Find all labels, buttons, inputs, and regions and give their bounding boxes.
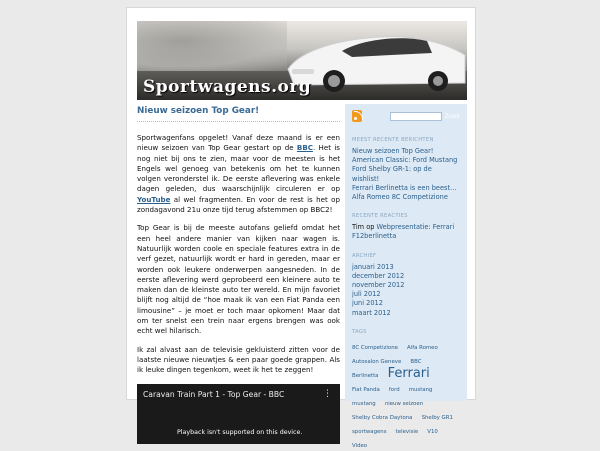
post-paragraph: Sportwagenfans opgelet! Vanaf deze maand is er een nieuw seizoen van Top Gear gestart op de BBC. Het is nog niet bij ons te zien, maar voor de meesten is het Engels wel genoeg van betekenis om het te kunnen volgen veronderstel ik. De eerste aflevering was enkele dagen geleden, dus waarschijnlijk circuleren er op YouTube al wel fragmenten. En voor de rest is het op zondagavond 21u onze tijd terug afstemmen op BBC2!: [137, 133, 341, 215]
tag[interactable]: Video: [352, 442, 368, 449]
bbc-link[interactable]: BBC: [296, 143, 313, 153]
recent-posts-widget: [352, 137, 460, 202]
search-input[interactable]: [390, 112, 442, 121]
tags-heading: TAGS: [352, 328, 367, 335]
youtube-link[interactable]: YouTube: [137, 194, 171, 204]
tag[interactable]: mustang: [408, 386, 433, 393]
more-icon[interactable]: ⋮: [323, 388, 332, 399]
comment-author: Tim: [352, 223, 365, 232]
tag[interactable]: Shelby Cobra Daytona: [352, 414, 413, 421]
tag[interactable]: sportwagens: [352, 428, 387, 435]
tag[interactable]: Fiat Panda: [352, 386, 380, 393]
tag[interactable]: Shelby GR1: [421, 414, 453, 421]
list-item[interactable]: Ford Shelby GR-1: op de wishlist!: [352, 165, 432, 183]
post-body: [137, 133, 340, 376]
list-item[interactable]: juni 2012: [352, 299, 383, 308]
search-bar: [352, 110, 460, 122]
post-paragraph: Top Gear is bij de meeste autofans geliefd omdat het een heel andere manier van kijken naar wagen is. Natuurlijk worden coole en speciale features extra in de verf gezet, natuurlijk wordt er hard in gereden, maar er worden ook leukere onderwerpen aangesneden. In de eerste aflevering werd geprobeerd een kleinere auto te maken dan de kleinste auto ter wereld. En mijn favoriet blijft nog altijd de “hoe maak ik van een Fiat Panda een limousine” – je moet er toch maar opkomen! Maar dat om ter snelst een trein naar ergens brengen was ook echt wel hilarisch.: [137, 223, 340, 336]
list-item[interactable]: januari 2013: [352, 262, 394, 271]
video-embed[interactable]: [137, 384, 340, 444]
tag[interactable]: Autosalon Geneve: [352, 358, 402, 365]
tag[interactable]: nieuw seizoen: [384, 400, 424, 407]
tag[interactable]: Ferrari: [387, 365, 430, 381]
tag-cloud: [352, 339, 460, 451]
list-item[interactable]: Alfa Romeo 8C Competizione: [352, 193, 448, 202]
tag[interactable]: Alfa Romeo: [407, 344, 438, 351]
list-item[interactable]: december 2012: [352, 271, 405, 280]
tag[interactable]: televisie: [395, 428, 419, 435]
list-item[interactable]: Nieuw seizoen Top Gear!: [352, 147, 434, 155]
list-item[interactable]: november 2012: [352, 281, 405, 290]
list-item[interactable]: maart 2012: [352, 308, 391, 317]
recent-posts-list: [352, 147, 460, 202]
archive-list: [352, 263, 460, 318]
page-container: [126, 7, 476, 449]
video-message: Playback isn't supported on this device.: [177, 428, 303, 436]
sidebar: [345, 104, 467, 449]
recent-posts-heading: MEEST RECENTE BERICHTEN: [352, 137, 434, 143]
tag[interactable]: Berlinetta: [352, 372, 379, 379]
comment-item: Tim op Webpresentatie: Ferrari F12berlinetta: [352, 223, 455, 241]
main-content: [137, 106, 340, 444]
tag[interactable]: mustang: [352, 400, 376, 407]
recent-comments-heading: RECENTE REACTIES: [352, 213, 408, 220]
site-header: [137, 21, 467, 100]
list-item[interactable]: juli 2012: [352, 290, 381, 299]
tag[interactable]: BBC: [410, 358, 422, 365]
list-item[interactable]: Ferrari Berlinetta is een beest…: [352, 183, 457, 192]
post-title[interactable]: Nieuw seizoen Top Gear!: [137, 106, 340, 122]
archive-widget: [352, 253, 460, 318]
tag[interactable]: ford: [388, 386, 400, 393]
tags-widget: [352, 329, 460, 451]
post-paragraph: Ik zal alvast aan de televisie gekluisterd zitten voor de laatste nieuwe nieuwtjes & een paar goede grappen. Als ik leuke dingen tegenkom, weet ik het te zeggen!: [137, 344, 340, 375]
tag[interactable]: 8C Competizione: [352, 344, 398, 351]
site-title[interactable]: Sportwagens.org: [143, 77, 312, 97]
recent-comments-widget: [352, 213, 460, 241]
list-item[interactable]: American Classic: Ford Mustang: [352, 156, 458, 165]
rss-icon[interactable]: [352, 110, 362, 122]
search-button[interactable]: Zoek: [444, 112, 460, 120]
archive-heading: ARCHIEF: [352, 252, 377, 259]
tag[interactable]: V10: [427, 428, 438, 435]
comment-post-link[interactable]: Webpresentatie: Ferrari F12berlinetta: [352, 223, 455, 241]
video-title[interactable]: Caravan Train Part 1 - Top Gear - BBC: [143, 389, 285, 399]
